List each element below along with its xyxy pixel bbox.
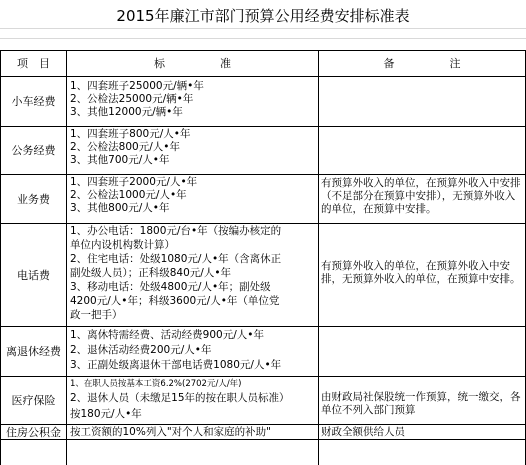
border: [66, 50, 67, 465]
row-standard: [70, 426, 316, 439]
border: [0, 223, 526, 224]
standard-line: 2、公检法800元/人•年: [70, 141, 180, 153]
standard-line: 按工资额的10%列入"对个人和家庭的补助": [70, 426, 271, 438]
standard-line: 1、四套班子25000元/辆•年: [70, 80, 204, 92]
border: [0, 174, 526, 175]
standard-line: 3、正副处级离退休干部电话费1080元/人•年: [70, 359, 282, 371]
row-standard: [70, 80, 316, 119]
table-title: 2015年廉江市部门预算公用经费安排标准表: [116, 7, 410, 25]
standard-line: 1、四套班子2000元/人•年: [70, 176, 198, 188]
row-remark: 有预算外收入的单位，在预算外收入中安排（不足部分在预算中安排），无预算外收入的单位，在预算中安排。: [321, 177, 521, 215]
border: [0, 424, 526, 425]
header-standard: 标 准: [154, 57, 231, 70]
row-item-label: 业务费: [17, 192, 50, 206]
standard-line: 副处级人员）；正科级840元/人•年: [70, 267, 232, 279]
row-item-label: 医疗保险: [11, 394, 56, 407]
standard-line: 3、其他12000元/辆•年: [70, 106, 183, 118]
standard-line: 政一把手）: [70, 309, 123, 321]
standard-line: 2、退休活动经费200元/人•年: [70, 344, 212, 356]
row-standard: [70, 329, 316, 374]
row-item-label: 电话费: [17, 268, 50, 282]
standard-line: 2、公检法25000元/辆•年: [70, 93, 194, 105]
gridline: [0, 28, 526, 29]
standard-line: 1、离休特需经费、活动经费900元/人•年: [70, 329, 264, 341]
row-remark: 有预算外收入的单位，在预算外收入中安排，无预算外收入的单位，在预算中安排。: [321, 260, 521, 285]
row-standard: [70, 128, 316, 167]
standard-line: 按180元/人•年: [70, 408, 142, 420]
budget-table: [0, 28, 526, 465]
row-remark: 由财政局社保股统一作预算，统一缴交，各单位不列入部门预算: [321, 391, 521, 416]
standard-line: 4200元/人•年；科级3600元/人•年（单位党: [70, 295, 280, 307]
row-standard: [70, 378, 316, 422]
standard-line: 1、办公电话：1800元/台•年（按编办核定的: [70, 225, 282, 237]
border: [0, 76, 526, 77]
border: [0, 439, 526, 440]
row-item-label: 离退休经费: [6, 345, 61, 358]
standard-line: 2、住宅电话：处级1080元/人•年（含离休正: [70, 253, 282, 265]
standard-line: 3、移动电话：处级4800元/人•年；副处级: [70, 281, 271, 293]
row-standard: [70, 225, 316, 323]
row-remark: 财政全额供给人员: [321, 426, 405, 438]
header-remark: 备 注: [383, 57, 461, 70]
standard-line: 2、公检法1000元/人•年: [70, 189, 187, 201]
standard-line: 1、四套班子800元/人•年: [70, 128, 191, 140]
border: [0, 126, 526, 127]
row-item-label: 小车经费: [11, 95, 56, 108]
standard-line: 2、退休人员（未缴足15年的按在职人员标准）: [70, 392, 290, 404]
standard-line: 3、其他700元/人•年: [70, 154, 170, 166]
standard-line: 3、其他800元/人•年: [70, 202, 170, 214]
row-item-label: 住房公积金: [6, 425, 61, 439]
border: [318, 50, 319, 465]
row-standard: [70, 176, 316, 215]
standard-line: 单位内设机构数计算）: [70, 239, 175, 251]
row-item-label: 公务经费: [11, 144, 56, 157]
border: [0, 376, 526, 377]
standard-line: 1、在职人员按基本工资6.2%(2702元/人/年): [70, 379, 242, 389]
gridline: [0, 38, 526, 39]
header-item: 项 目: [17, 57, 50, 70]
border: [0, 326, 526, 327]
